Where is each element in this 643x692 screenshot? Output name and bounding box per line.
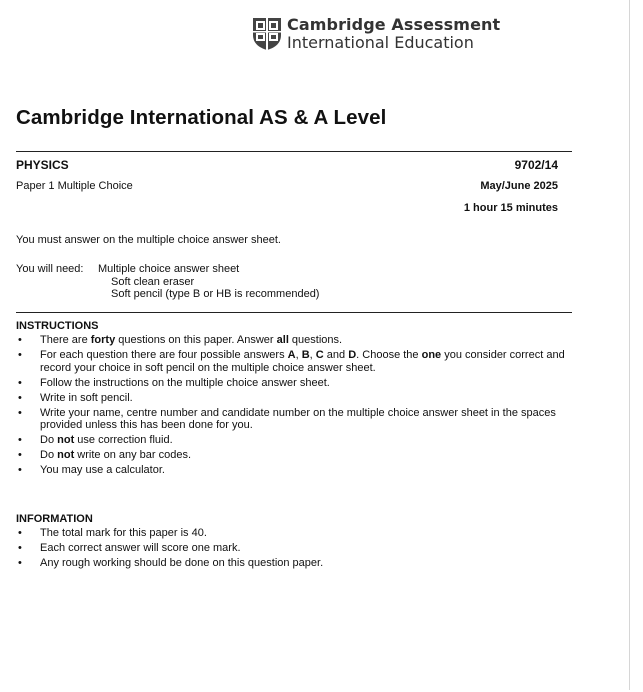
bullet: • <box>18 391 22 404</box>
list-item: • There are forty questions on this paper. Answer all questions. <box>18 334 343 346</box>
instructions-heading: INSTRUCTIONS <box>16 320 99 332</box>
top-divider <box>16 151 572 152</box>
subject: PHYSICS <box>16 158 69 172</box>
list-item: • Do not use correction fluid. <box>18 434 173 447</box>
material-item: Multiple choice answer sheet <box>98 263 240 275</box>
list-item: • Follow the instructions on the multiple choice answer sheet. <box>18 376 330 389</box>
material-item: Soft pencil (type B or HB is recommended) <box>111 288 320 300</box>
bullet: • <box>18 334 22 346</box>
answer-sheet-note: You must answer on the multiple choice answer sheet. <box>16 234 281 246</box>
materials-label: You will need: <box>16 263 84 275</box>
list-item: • The total mark for this paper is 40. <box>18 527 207 539</box>
paper-code: 9702/14 <box>514 158 558 172</box>
logo-line-1: Cambridge Assessment <box>287 15 501 34</box>
exam-duration: 1 hour 15 minutes <box>463 202 558 214</box>
paper-name: Paper 1 Multiple Choice <box>16 180 133 192</box>
list-item: • For each question there are four possible answers A, B, C and D. Choose the one you consider correct and record your choice in soft pencil on the multiple choice answer sheet. <box>18 348 565 374</box>
exam-session: May/June 2025 <box>480 180 558 192</box>
bullet: • <box>18 376 22 389</box>
list-item: • Do not write on any bar codes. <box>18 449 192 462</box>
instructions-divider <box>16 312 572 313</box>
bullet: • <box>18 348 22 361</box>
list-item: • You may use a calculator. <box>18 464 165 477</box>
instructions-list <box>16 334 576 479</box>
bullet: • <box>18 527 22 539</box>
information-heading: INFORMATION <box>16 513 93 525</box>
list-item: • Write in soft pencil. <box>18 391 133 404</box>
bullet: • <box>18 541 22 554</box>
bullet: • <box>18 434 22 447</box>
materials-list <box>98 263 319 301</box>
qualification-title: Cambridge International AS & A Level <box>16 106 387 129</box>
bullet: • <box>18 449 22 462</box>
cambridge-logo <box>252 16 500 52</box>
crest-icon <box>252 17 282 51</box>
material-item: Soft clean eraser <box>111 275 195 288</box>
list-item: • Write your name, centre number and candidate number on the multiple choice answer sheet in the spaces provided unless this has been done for you. <box>18 406 556 432</box>
list-item: • Any rough working should be done on this question paper. <box>18 556 324 569</box>
logo-line-2: International Education <box>287 33 474 52</box>
bullet: • <box>18 464 22 477</box>
bullet: • <box>18 556 22 569</box>
list-item: • Each correct answer will score one mark. <box>18 541 241 554</box>
bullet: • <box>18 406 22 419</box>
information-list <box>16 527 576 572</box>
